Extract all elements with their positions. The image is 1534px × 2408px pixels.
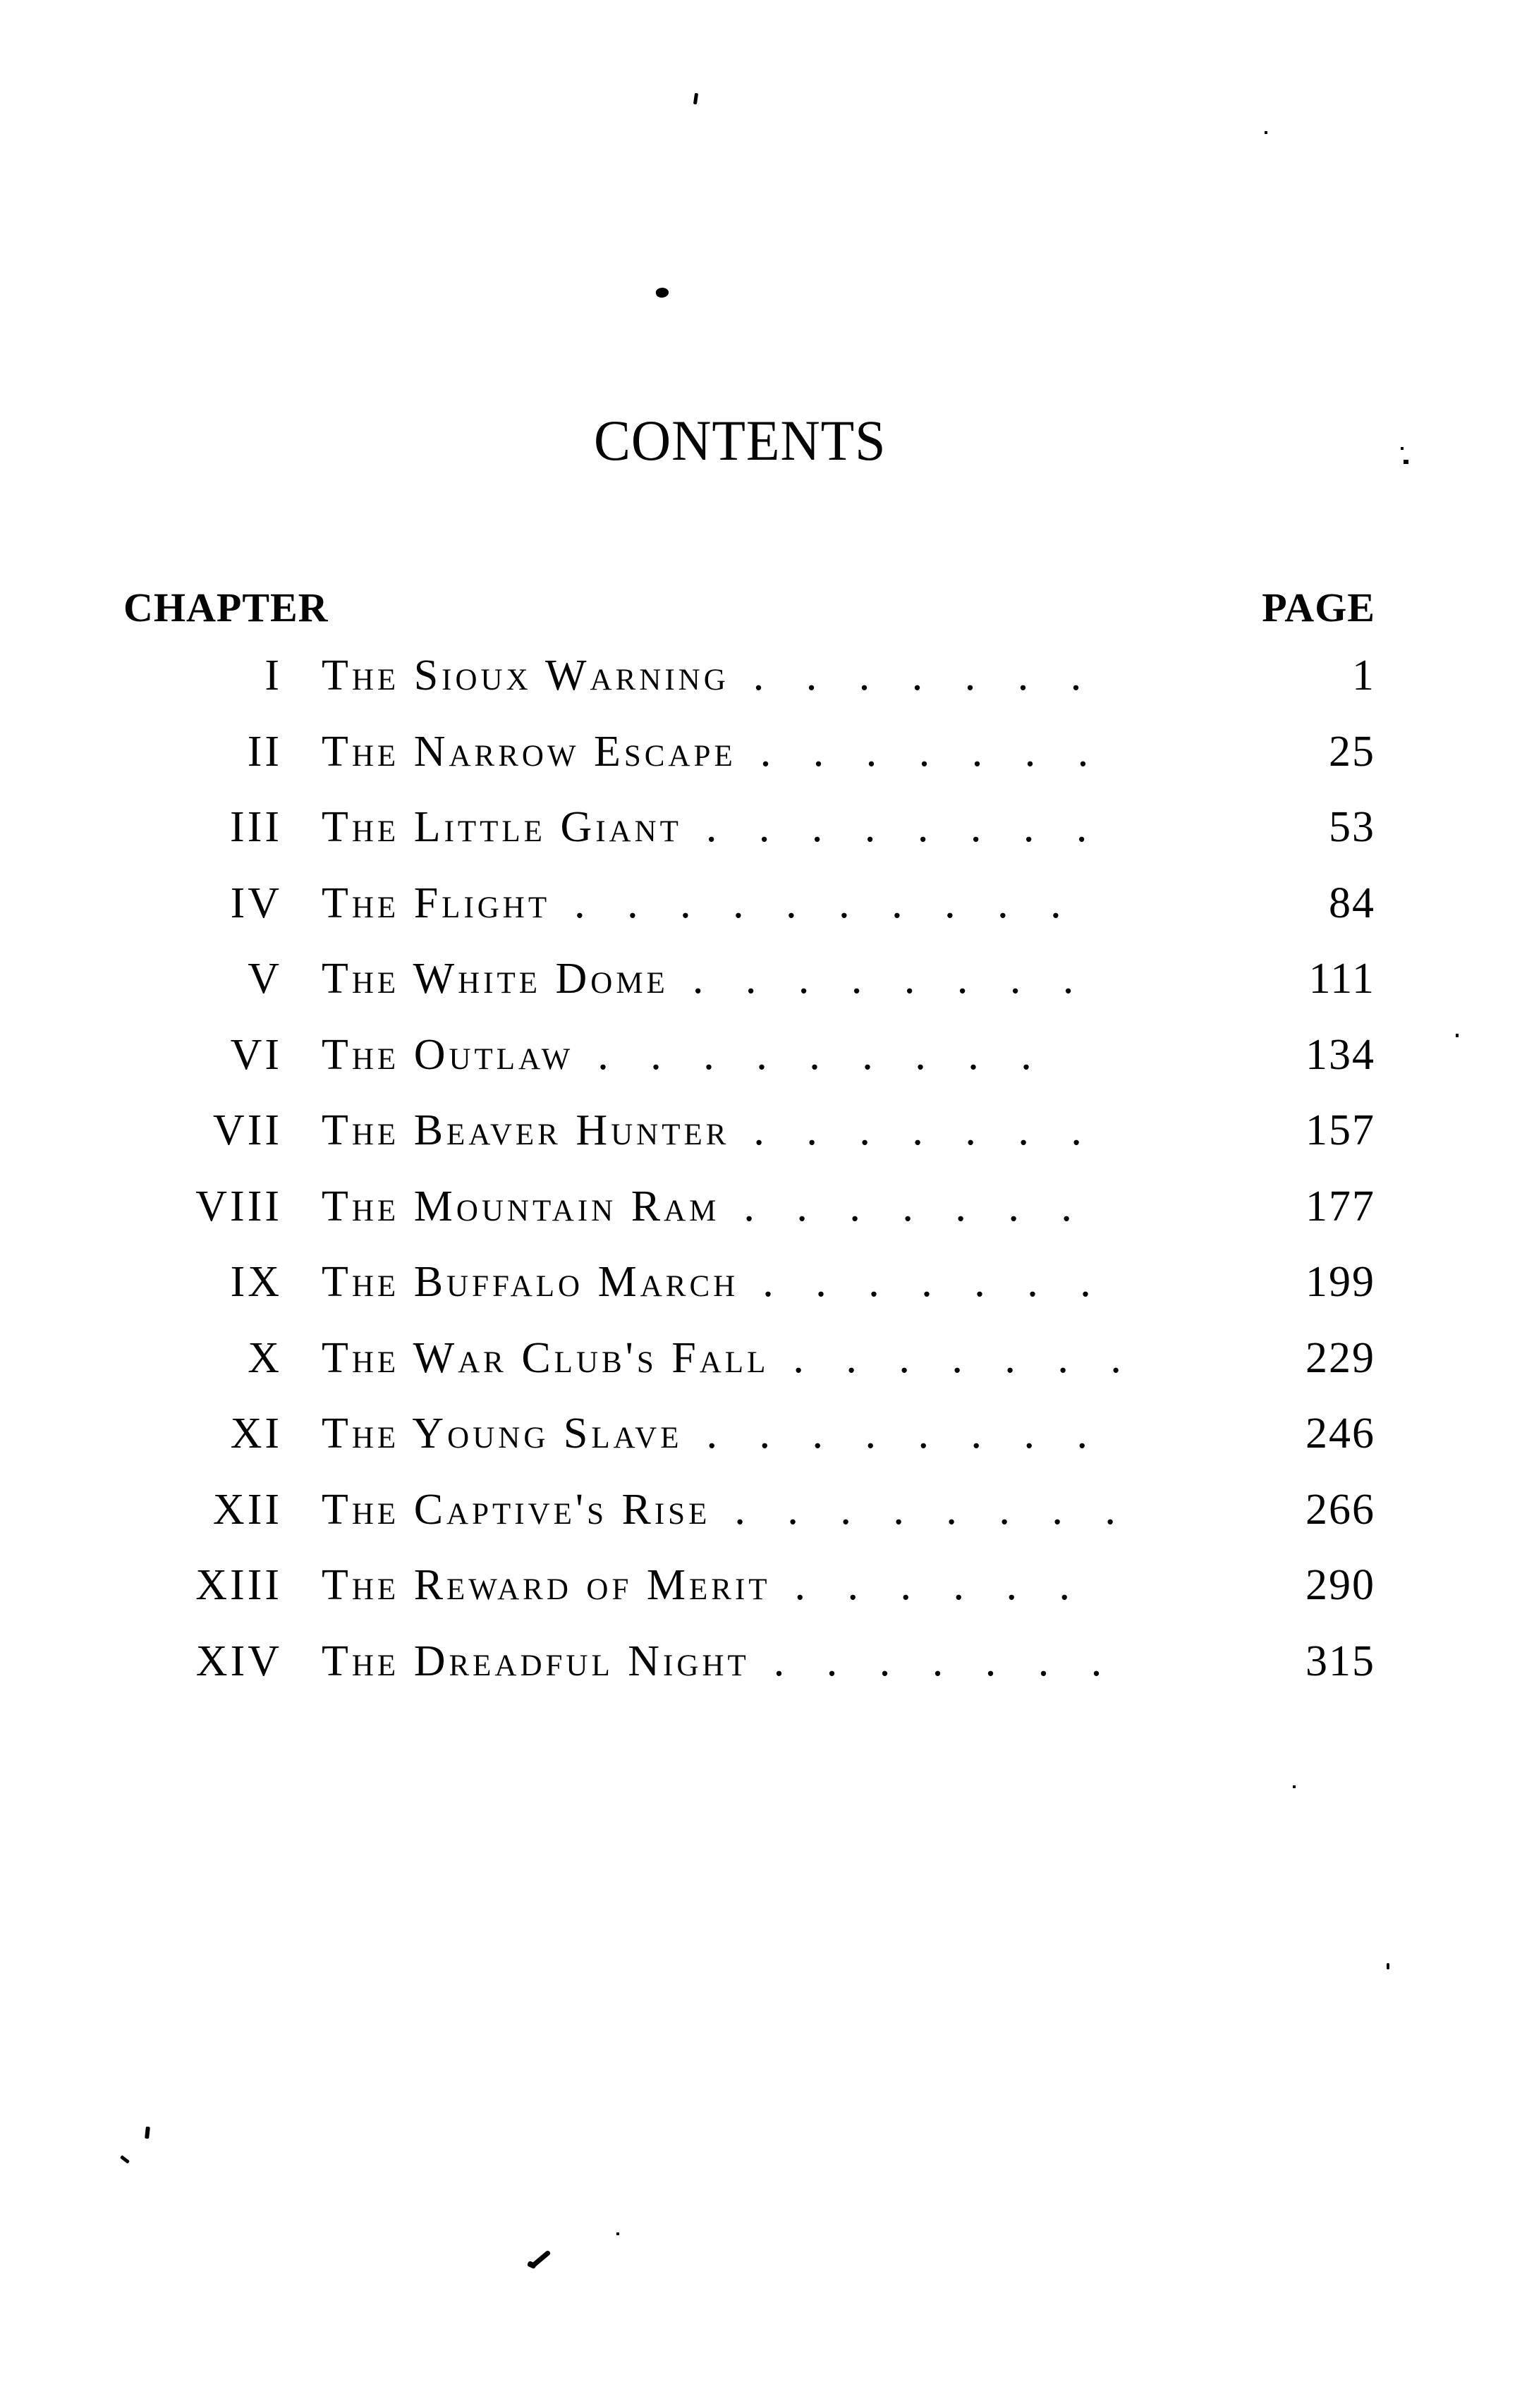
chapter-numeral: I [264, 652, 282, 699]
dot-leader: . . . . . . . [743, 1182, 1088, 1230]
page-column-header: PAGE [1262, 585, 1375, 630]
dot-leader: . . . . . . . [762, 1258, 1107, 1306]
page-number: 246 [1305, 1410, 1375, 1457]
toc-row [123, 790, 1375, 866]
ink-speck [1456, 1034, 1459, 1037]
chapter-title: The Narrow Escape [322, 727, 736, 776]
toc-row [123, 638, 1375, 714]
chapter-title: The Little Giant [322, 803, 682, 851]
dot-leader: . . . . . . . [773, 1637, 1118, 1685]
chapter-numeral: XI [230, 1410, 282, 1457]
toc-row [123, 1321, 1375, 1397]
dot-leader: . . . . . . . . [705, 803, 1103, 851]
page-title: CONTENTS [594, 408, 887, 472]
chapter-numeral: VIII [195, 1182, 282, 1230]
ink-speck [1404, 460, 1408, 464]
chapter-numeral: IX [230, 1258, 282, 1306]
page-number: 266 [1305, 1485, 1375, 1534]
toc-row [123, 866, 1375, 942]
chapter-numeral: III [230, 803, 282, 851]
page-number: 315 [1305, 1637, 1375, 1685]
chapter-title: The Beaver Hunter [322, 1106, 730, 1154]
chapter-title: The Buffalo March [322, 1258, 739, 1306]
dot-leader: . . . . . . . . . [597, 1030, 1047, 1079]
chapter-numeral: XIII [195, 1561, 282, 1609]
toc-row [123, 714, 1375, 790]
toc-row [123, 941, 1375, 1017]
chapter-numeral: XII [212, 1485, 282, 1534]
ink-speck [1293, 1785, 1296, 1788]
page-number: 25 [1329, 727, 1375, 776]
page-number: 111 [1308, 955, 1375, 1003]
chapter-numeral: X [248, 1333, 282, 1382]
ink-speck [655, 286, 670, 298]
chapter-numeral: VI [230, 1030, 282, 1079]
page-number: 53 [1329, 803, 1375, 851]
chapter-title: The Reward of Merit [322, 1561, 771, 1609]
page-number: 1 [1352, 652, 1375, 699]
ink-speck [1401, 447, 1404, 450]
toc-row [123, 1017, 1375, 1094]
dot-leader: . . . . . . . . [692, 955, 1090, 1003]
chapter-title: The Dreadful Night [322, 1637, 750, 1685]
ink-speck [616, 2232, 619, 2235]
dot-leader: . . . . . . . . [706, 1410, 1103, 1457]
dot-leader: . . . . . . . [753, 1106, 1097, 1154]
page-number: 229 [1305, 1333, 1375, 1382]
page-number: 134 [1305, 1030, 1375, 1079]
chapter-title: The Flight [322, 879, 551, 927]
page-number: 177 [1305, 1182, 1375, 1230]
ink-speck [693, 93, 698, 105]
column-headers [123, 584, 1375, 631]
dot-leader: . . . . . . [794, 1561, 1086, 1609]
dot-leader: . . . . . . . [760, 727, 1104, 776]
ink-speck [145, 2127, 150, 2139]
toc-row [123, 1624, 1375, 1700]
dot-leader: . . . . . . . . . . [574, 879, 1077, 927]
chapter-numeral: IV [230, 879, 282, 927]
chapter-numeral: VII [212, 1106, 282, 1154]
dot-leader: . . . . . . . [753, 652, 1097, 699]
toc-row [123, 1548, 1375, 1624]
ink-speck [120, 2155, 130, 2164]
toc-row [123, 1396, 1375, 1472]
toc-row [123, 1169, 1375, 1245]
ink-speck [1387, 1963, 1389, 1969]
chapter-title: The White Dome [322, 955, 669, 1003]
table-of-contents [123, 638, 1375, 1699]
page-number: 290 [1305, 1561, 1375, 1609]
chapter-title: The Captive's Rise [322, 1485, 711, 1534]
dot-leader: . . . . . . . [793, 1333, 1137, 1382]
dot-leader: . . . . . . . . [734, 1485, 1131, 1534]
chapter-numeral: V [248, 955, 282, 1003]
chapter-title: The Mountain Ram [322, 1182, 720, 1230]
page-number: 157 [1305, 1106, 1375, 1154]
toc-row [123, 1245, 1375, 1321]
toc-row [123, 1093, 1375, 1169]
ink-speck [1265, 131, 1267, 134]
chapter-column-header: CHAPTER [123, 585, 329, 630]
chapter-numeral: II [247, 727, 282, 776]
toc-row [123, 1472, 1375, 1548]
chapter-numeral: XIV [195, 1637, 282, 1685]
chapter-title: The Sioux Warning [322, 652, 729, 699]
chapter-title: The Young Slave [322, 1410, 683, 1457]
page-number: 199 [1305, 1258, 1375, 1306]
chapter-title: The Outlaw [322, 1030, 574, 1079]
page-number: 84 [1329, 879, 1375, 927]
chapter-title: The War Club's Fall [322, 1333, 769, 1382]
